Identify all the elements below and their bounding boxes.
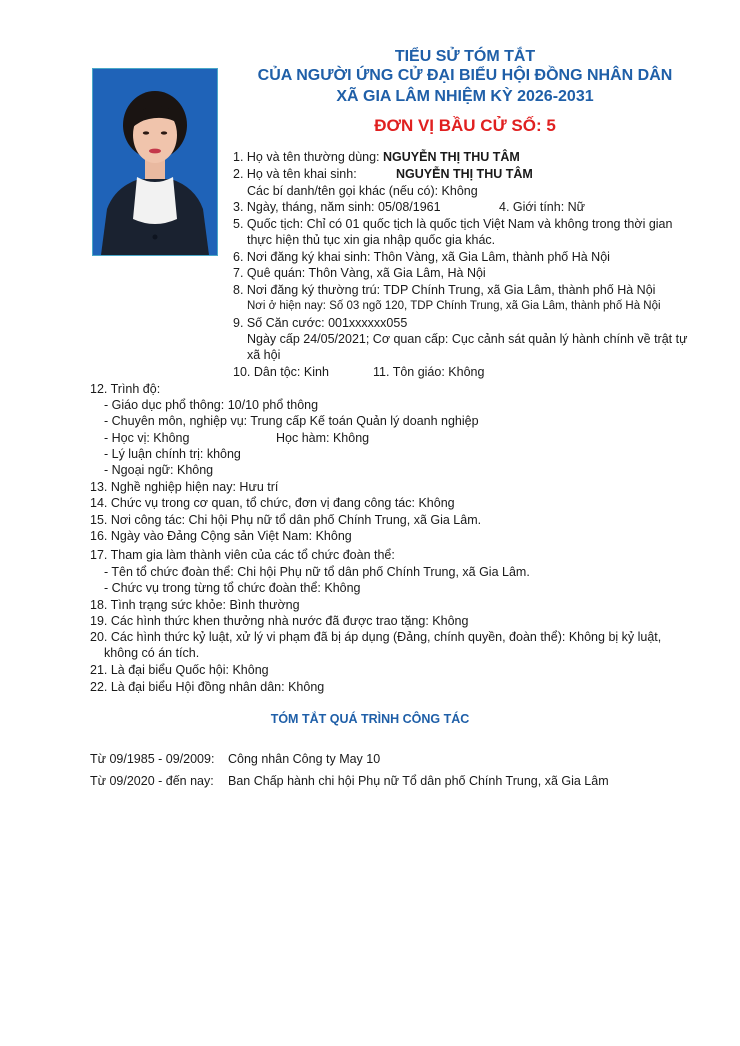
career-heading: TÓM TẮT QUÁ TRÌNH CÔNG TÁC [270, 712, 470, 726]
career-row-2-desc: Ban Chấp hành chi hội Phụ nữ Tổ dân phố Chính Trung, xã Gia Lâm [228, 774, 609, 788]
doc-title-line-3: XÃ GIA LÂM NHIỆM KỲ 2026-2031 [336, 88, 594, 105]
info-item-8-line-1: 8. Nơi đăng ký thường trú: TDP Chính Trung, xã Gia Lâm, thành phố Hà Nội [233, 283, 656, 297]
info-item-1 [233, 149, 520, 165]
info-item-11: 11. Tôn giáo: Không [373, 365, 485, 379]
info-item-5-line-1: 5. Quốc tịch: Chỉ có 01 quốc tịch là quốc tịch Việt Nam và không trong thời gian [233, 217, 673, 231]
detail-item-12-education: - Giáo dục phổ thông: 10/10 phổ thông [104, 398, 319, 412]
career-row-1-period: Từ 09/1985 - 09/2009: [90, 752, 215, 766]
detail-item-17-position: - Chức vụ trong từng tổ chức đoàn thể: Không [104, 581, 361, 595]
info-item-2-label: 2. Họ và tên khai sinh: [233, 167, 357, 181]
detail-item-22: 22. Là đại biểu Hội đồng nhân dân: Không [90, 680, 325, 694]
detail-item-12-degree: - Học vị: Không [104, 431, 190, 445]
info-item-9-line-2: Ngày cấp 24/05/2021; Cơ quan cấp: Cục cảnh sát quản lý hành chính về trật tự [247, 332, 688, 346]
detail-item-16: 16. Ngày vào Đảng Cộng sản Việt Nam: Không [90, 529, 352, 543]
detail-item-20-line-1: 20. Các hình thức kỷ luật, xử lý vi phạm đã bị áp dụng (Đảng, chính quyền, đoàn thể): Không bị kỷ luật, [90, 630, 662, 644]
detail-item-18: 18. Tình trạng sức khỏe: Bình thường [90, 598, 300, 612]
detail-item-15: 15. Nơi công tác: Chi hội Phụ nữ tổ dân phố Chính Trung, xã Gia Lâm. [90, 513, 482, 527]
info-item-8-line-2: Nơi ở hiện nay: Số 03 ngõ 120, TDP Chính Trung, xã Gia Lâm, thành phố Hà Nội [247, 300, 661, 312]
detail-item-20-line-2: không có án tích. [104, 646, 200, 660]
election-unit: ĐƠN VỊ BẦU CỬ SỐ: 5 [374, 116, 556, 135]
detail-item-12: 12. Trình độ: [90, 382, 161, 396]
doc-title-line-2: CỦA NGƯỜI ỨNG CỬ ĐẠI BIỂU HỘI ĐỒNG NHÂN DÂN [257, 67, 673, 84]
detail-item-12-specialty: - Chuyên môn, nghiệp vụ: Trung cấp Kế toán Quản lý doanh nghiệp [104, 414, 479, 428]
info-item-9-line-1: 9. Số Căn cước: 001xxxxxx055 [233, 316, 408, 330]
career-row-1-desc: Công nhân Công ty May 10 [228, 752, 381, 766]
detail-item-17-organization: - Tên tổ chức đoàn thể: Chi hội Phụ nữ tổ dân phố Chính Trung, xã Gia Lâm. [104, 565, 530, 579]
info-item-3: 3. Ngày, tháng, năm sinh: 05/08/1961 [233, 200, 441, 214]
detail-item-12-academic-title: Học hàm: Không [276, 431, 370, 445]
doc-title-line-1: TIỂU SỬ TÓM TẮT [394, 48, 536, 65]
detail-item-12-political-theory: - Lý luận chính trị: không [104, 447, 241, 461]
detail-item-21: 21. Là đại biểu Quốc hội: Không [90, 663, 269, 677]
candidate-photo [92, 68, 218, 256]
info-item-2-value: NGUYỄN THỊ THU TÂM [396, 167, 533, 181]
detail-item-14: 14. Chức vụ trong cơ quan, tổ chức, đơn vị đang công tác: Không [90, 496, 455, 510]
detail-item-12-foreign-language: - Ngoại ngữ: Không [104, 463, 214, 477]
info-item-7: 7. Quê quán: Thôn Vàng, xã Gia Lâm, Hà Nội [233, 266, 486, 280]
info-item-1-value: NGUYỄN THỊ THU TÂM [383, 150, 520, 164]
info-item-4: 4. Giới tính: Nữ [499, 200, 586, 214]
info-item-9-line-3: xã hội [247, 348, 281, 362]
info-item-5-line-2: thực hiện thủ tục xin gia nhập quốc gia khác. [247, 233, 496, 247]
career-row-2-period: Từ 09/2020 - đến nay: [90, 774, 214, 788]
info-item-10: 10. Dân tộc: Kinh [233, 365, 329, 379]
detail-item-17: 17. Tham gia làm thành viên của các tổ chức đoàn thể: [90, 548, 395, 562]
info-item-1-label: 1. Họ và tên thường dùng: [233, 150, 383, 164]
info-item-6: 6. Nơi đăng ký khai sinh: Thôn Vàng, xã Gia Lâm, thành phố Hà Nội [233, 250, 610, 264]
info-item-2-alias: Các bí danh/tên gọi khác (nếu có): Không [247, 184, 478, 198]
detail-item-19: 19. Các hình thức khen thưởng nhà nước đã được trao tặng: Không [90, 614, 469, 628]
detail-item-13: 13. Nghề nghiệp hiện nay: Hưu trí [90, 480, 279, 494]
